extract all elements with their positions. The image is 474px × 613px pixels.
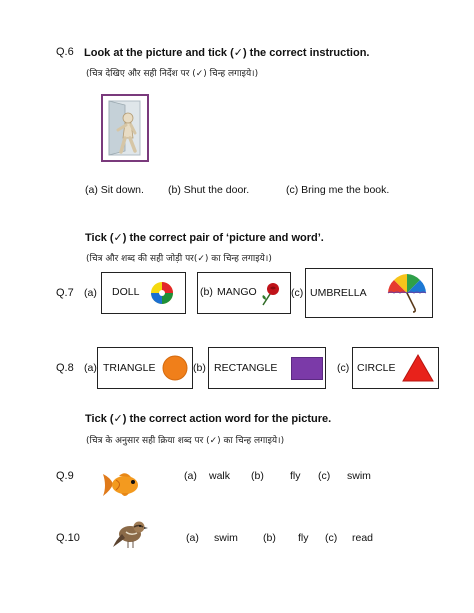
section3-hindi-instruction: (चित्र के अनुसार सही क्रिया शब्द पर (✓) का चिन्ह लगाइये।) bbox=[86, 436, 285, 446]
q10-marker-c: (c) bbox=[325, 532, 338, 544]
purple-rectangle-shape bbox=[291, 357, 323, 380]
q6-option-c[interactable]: (c) Bring me the book. bbox=[286, 184, 390, 196]
q9-option-walk[interactable]: walk bbox=[209, 470, 231, 482]
q6-number: Q.6 bbox=[56, 46, 74, 58]
q10-option-fly[interactable]: fly bbox=[298, 532, 309, 544]
section3-title: Tick (✓) the correct action word for the picture. bbox=[85, 413, 332, 425]
door-picture bbox=[101, 94, 149, 162]
q8-word-rectangle: RECTANGLE bbox=[214, 362, 278, 374]
orange-circle-shape bbox=[162, 355, 188, 381]
q8-word-triangle: TRIANGLE bbox=[103, 362, 156, 374]
q6-option-b[interactable]: (b) Shut the door. bbox=[168, 184, 250, 196]
q7-marker-a: (a) bbox=[84, 287, 97, 299]
umbrella-icon bbox=[385, 271, 429, 315]
ball-icon bbox=[150, 281, 174, 305]
q8-word-circle: CIRCLE bbox=[357, 362, 396, 374]
q10-number: Q.10 bbox=[56, 532, 80, 544]
q10-option-swim[interactable]: swim bbox=[214, 532, 238, 544]
q8-option-c-box[interactable] bbox=[352, 347, 439, 389]
goldfish-icon bbox=[101, 468, 143, 502]
q9-marker-b: (b) bbox=[251, 470, 264, 482]
q7-marker-b: (b) bbox=[200, 286, 213, 298]
q7-marker-c: (c) bbox=[291, 287, 304, 299]
q9-option-swim[interactable]: swim bbox=[347, 470, 371, 482]
q7-word-mango: MANGO bbox=[217, 286, 257, 298]
q10-option-read[interactable]: read bbox=[352, 532, 374, 544]
rose-icon bbox=[258, 281, 282, 307]
sparrow-icon bbox=[112, 516, 148, 550]
q7-option-a-box[interactable] bbox=[101, 272, 186, 314]
q8-number: Q.8 bbox=[56, 362, 74, 374]
q7-word-umbrella: UMBRELLA bbox=[310, 287, 367, 299]
section2-title: Tick (✓) the correct pair of ‘picture and word’. bbox=[85, 232, 324, 244]
q8-marker-c: (c) bbox=[337, 362, 350, 374]
red-triangle-shape bbox=[401, 353, 435, 383]
q10-marker-a: (a) bbox=[186, 532, 199, 544]
q8-option-b-box[interactable] bbox=[208, 347, 326, 389]
q9-option-fly[interactable]: fly bbox=[290, 470, 301, 482]
q10-marker-b: (b) bbox=[263, 532, 276, 544]
q8-marker-b: (b) bbox=[193, 362, 206, 374]
q6-hindi-instruction: (चित्र देखिए और सही निर्देश पर (✓) चिन्ह लगाइये।) bbox=[86, 69, 259, 79]
q6-title: Look at the picture and tick (✓) the correct instruction. bbox=[84, 47, 370, 59]
section2-hindi-instruction: (चित्र और शब्द की सही जोड़ी पर(✓) का चिन्ह लगाइये।) bbox=[86, 254, 272, 264]
q7-word-doll: DOLL bbox=[112, 286, 140, 298]
q9-marker-a: (a) bbox=[184, 470, 197, 482]
q9-marker-c: (c) bbox=[318, 470, 331, 482]
q7-option-c-box[interactable] bbox=[305, 268, 433, 318]
q7-option-b-box[interactable] bbox=[197, 272, 291, 314]
q7-number: Q.7 bbox=[56, 287, 74, 299]
q8-option-a-box[interactable] bbox=[97, 347, 193, 389]
q6-option-a[interactable]: (a) Sit down. bbox=[85, 184, 144, 196]
q9-number: Q.9 bbox=[56, 470, 74, 482]
q8-marker-a: (a) bbox=[84, 362, 97, 374]
